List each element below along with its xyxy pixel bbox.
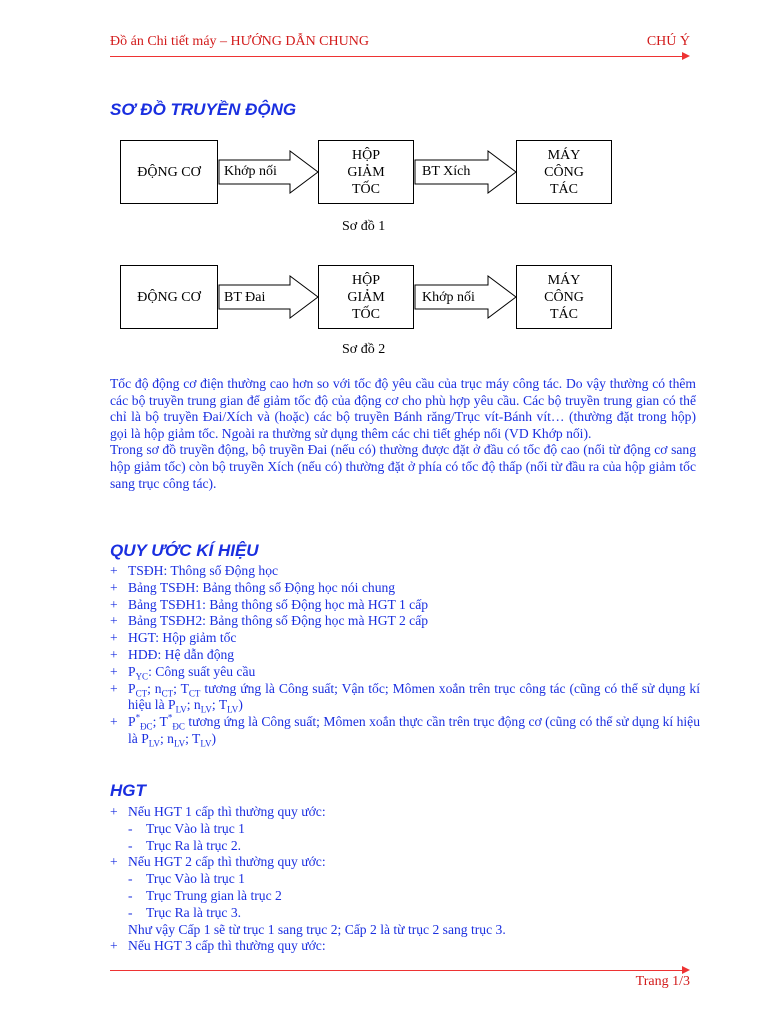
superscript: * xyxy=(167,712,173,723)
list-item-text: Bảng TSĐH1: Bảng thông số Động học mà HGT 1 cấp xyxy=(128,596,429,612)
list-item xyxy=(110,630,700,647)
subscript: CT xyxy=(161,688,174,699)
diagram2-arrow-2-label: Khớp nối xyxy=(422,290,475,305)
bullet-marker: + xyxy=(110,579,118,595)
list-item xyxy=(110,714,700,748)
diagram1-arrow-2-label: BT Xích xyxy=(422,164,471,179)
document-header-title: Đồ án Chi tiết máy – HƯỚNG DẪN CHUNG xyxy=(110,34,369,49)
list-item-text: Bảng TSĐH: Bảng thông số Động học nói chung xyxy=(128,579,396,595)
symbol-n: ; n xyxy=(147,680,162,696)
closing-paren: ) xyxy=(238,697,243,713)
symbol-p: P xyxy=(128,714,136,730)
symbol-n: ; n xyxy=(159,730,174,746)
subscript: LV xyxy=(175,705,187,716)
page-number: Trang 1/3 xyxy=(635,974,690,989)
bullet-marker: + xyxy=(110,563,118,578)
diagram1-machine-box: MÁY CÔNG TÁC xyxy=(516,140,612,204)
subscript: LV xyxy=(200,738,212,749)
subscript: CT xyxy=(135,688,148,699)
bullet-marker: + xyxy=(110,854,118,870)
diagram2-gearbox-box: HỘP GIẢM TỐC xyxy=(318,265,414,329)
list-item xyxy=(110,681,700,715)
bullet-marker: + xyxy=(110,630,118,646)
bullet-marker: + xyxy=(110,938,118,954)
dash-marker: - xyxy=(128,820,133,836)
bullet-marker: + xyxy=(110,613,118,629)
bullet-marker: + xyxy=(110,680,118,696)
diagram1-motor-box: ĐỘNG CƠ xyxy=(120,140,218,204)
list-item-text: Trục Trung gian là trục 2 xyxy=(146,887,282,903)
list-item xyxy=(110,838,700,855)
list-item xyxy=(110,888,700,905)
list-item-text: HDĐ: Hệ dẫn động xyxy=(128,646,235,662)
subscript: YC xyxy=(135,671,149,682)
list-item xyxy=(110,647,700,664)
subscript: LV xyxy=(173,738,186,749)
bullet-marker: + xyxy=(110,663,118,679)
list-item xyxy=(110,580,700,597)
list-item xyxy=(110,804,700,821)
list-item-text: tương ứng là Công suất; Vận tốc; Mômen xoắn trên trục công tác (cũng có thể sử dụng kí hiệu là P xyxy=(128,680,700,713)
list-item-text: Trục Vào là trục 1 xyxy=(146,871,245,887)
subscript: LV xyxy=(148,738,160,749)
list-item xyxy=(110,905,700,922)
diagram1-caption: Sơ đồ 1 xyxy=(342,219,386,234)
list-item xyxy=(110,563,700,580)
dash-marker: - xyxy=(128,887,133,903)
subscript: ĐC xyxy=(140,721,153,732)
list-item-text: : Công suất yêu cầu xyxy=(148,663,256,679)
diagram2-arrow-1-label: BT Đai xyxy=(224,290,266,305)
hgt-list xyxy=(110,804,700,955)
list-item xyxy=(110,597,700,614)
list-item-text: Bảng TSĐH2: Bảng thông số Động học mà HGT 2 cấp xyxy=(128,613,429,629)
list-item xyxy=(110,664,700,681)
dash-marker: - xyxy=(128,837,133,853)
section-heading-quy-uoc: QUY ƯỚC KÍ HIỆU xyxy=(110,541,259,560)
diagram2-caption: Sơ đồ 2 xyxy=(342,342,386,357)
header-rule-arrow xyxy=(682,52,690,60)
list-item xyxy=(110,922,700,939)
list-item-text: tương ứng là Công suất; Mômen xoắn thực cần trên trục động cơ (cũng có thể sử dụng kí hiệu là P xyxy=(128,714,700,746)
list-item xyxy=(110,938,700,955)
symbol-t: ; T xyxy=(185,730,201,746)
closing-paren: ) xyxy=(211,730,217,746)
list-item-text: TSĐH: Thông số Động học xyxy=(128,563,279,578)
symbol-t: ; T xyxy=(173,680,189,696)
bullet-marker: + xyxy=(110,596,118,612)
section-heading-so-do: SƠ ĐỒ TRUYỀN ĐỘNG xyxy=(110,100,297,119)
list-item-text: Nếu HGT 3 cấp thì thường quy ước: xyxy=(128,938,326,954)
document-header-note: CHÚ Ý xyxy=(646,34,690,49)
section-heading-hgt: HGT xyxy=(110,781,146,800)
list-item-text: Trục Vào là trục 1 xyxy=(146,820,245,836)
bullet-marker: + xyxy=(110,804,118,819)
subscript: LV xyxy=(200,705,212,716)
footer-rule xyxy=(110,970,684,971)
diagram1-arrow-1-label: Khớp nối xyxy=(224,164,277,179)
symbol-p: P xyxy=(128,663,136,679)
list-item-text: Nếu HGT 1 cấp thì thường quy ước: xyxy=(128,804,326,819)
list-item xyxy=(110,871,700,888)
header-rule xyxy=(110,56,684,57)
symbol-p: P xyxy=(128,680,136,696)
list-item xyxy=(110,821,700,838)
symbol-t: ; T xyxy=(152,714,168,730)
list-item-text: HGT: Hộp giảm tốc xyxy=(128,630,237,646)
paragraph-2: Trong sơ đồ truyền động, bộ truyền Đai (nếu có) thường được đặt ở đầu có tốc độ cao (nối từ động cơ sang hộp giảm tốc) còn bộ truyền Xích (nếu có) thường đặt ở phía có tốc độ thấp (nối từ đầu ra của hộp giảm tốc sang trục công tác). xyxy=(110,442,696,491)
diagram2-motor-box: ĐỘNG CƠ xyxy=(120,265,218,329)
footer-rule-arrow xyxy=(682,966,690,974)
dash-marker: - xyxy=(128,904,133,920)
subscript: CT xyxy=(188,688,201,699)
list-item xyxy=(110,613,700,630)
list-item-text: Như vậy Cấp 1 sẽ từ trục 1 sang trục 2; Cấp 2 là từ trục 2 sang trục 3. xyxy=(128,921,506,937)
superscript: * xyxy=(135,712,141,723)
list-item xyxy=(110,854,700,871)
bullet-marker: + xyxy=(110,714,118,730)
subscript: ĐC xyxy=(172,721,185,732)
bullet-marker: + xyxy=(110,646,118,662)
list-item-text: Nếu HGT 2 cấp thì thường quy ước: xyxy=(128,854,326,870)
dash-marker: - xyxy=(128,871,133,887)
diagram2-machine-box: MÁY CÔNG TÁC xyxy=(516,265,612,329)
subscript: LV xyxy=(227,705,239,716)
diagram1-gearbox-box: HỘP GIẢM TỐC xyxy=(318,140,414,204)
explanation-paragraphs xyxy=(110,376,696,492)
symbol-n: ; n xyxy=(186,697,201,713)
list-item-text: Trục Ra là trục 2. xyxy=(146,837,242,853)
paragraph-1: Tốc độ động cơ điện thường cao hơn so với tốc độ yêu cầu của trục máy công tác. Do vậy thường có thêm các bộ truyền trung gian để giảm tốc độ của động cơ cho phù hợp yêu cầu. Các bộ truyền trung gian có thể chỉ là bộ truyền Đai/Xích và (hoặc) các bộ truyền Bánh răng/Trục vít-Bánh vít… (thường đặt trong hộp) gọi là hộp giảm tốc. Ngoài ra thường sử dụng thêm các chi tiết ghép nối (VD Khớp nối). xyxy=(110,376,696,441)
list-item-text: Trục Ra là trục 3. xyxy=(146,904,242,920)
symbol-t: ; T xyxy=(211,697,228,713)
symbols-list xyxy=(110,563,700,748)
